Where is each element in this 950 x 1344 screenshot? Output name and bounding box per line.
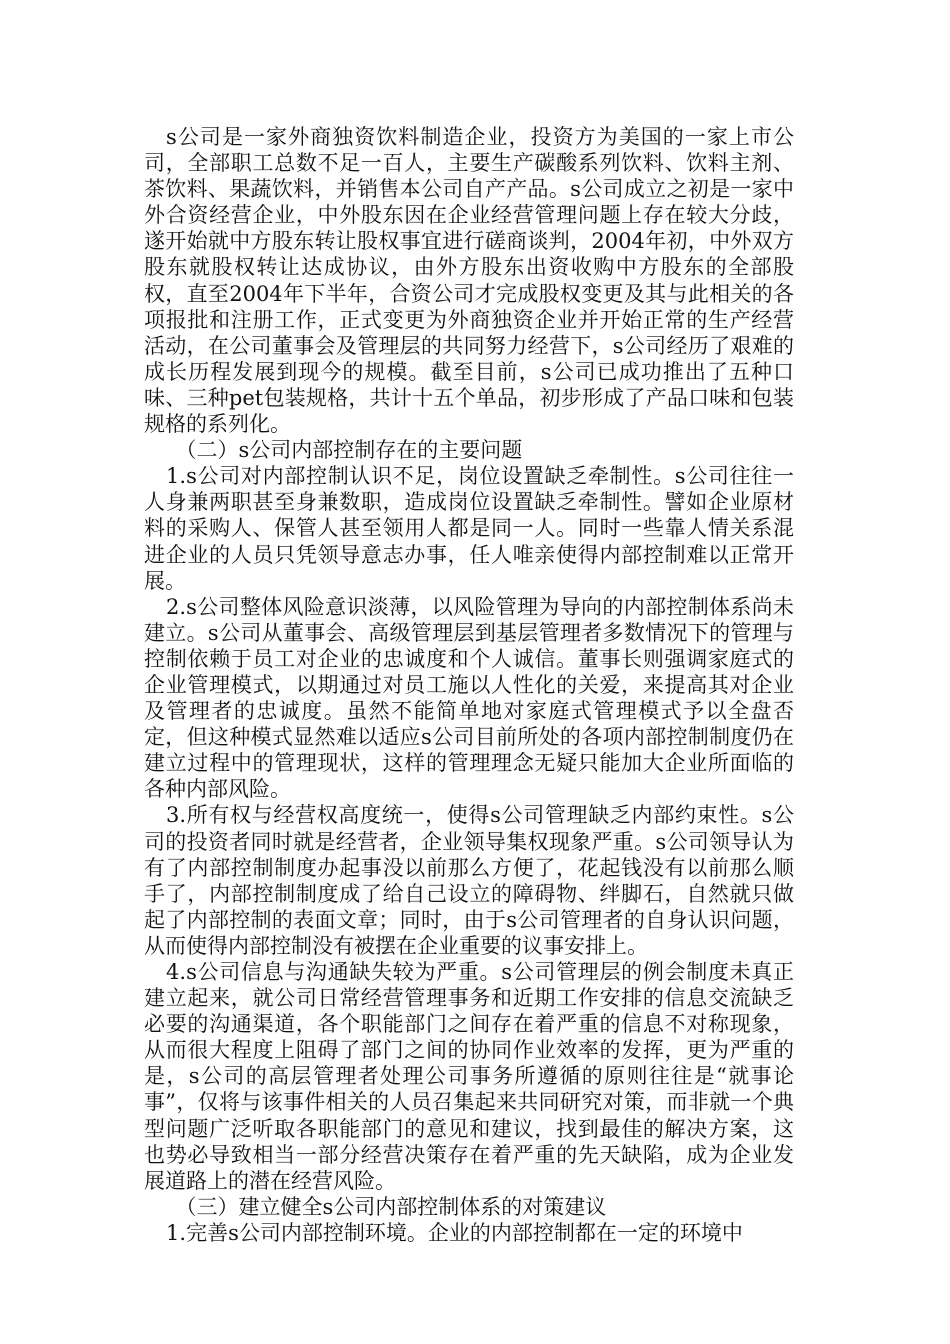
paragraph-problem-4: 4.s公司信息与沟通缺失较为严重。s公司管理层的例会制度未真正建立起来，就公司日常经营管理事务和近期工作安排的信息交流缺乏必要的沟通渠道，各个职能部门之间存在着严重的信息不对称现象，从而很大程度上阻碍了部门之间的协同作业效率的发挥，更为严重的是，s公司的高层管理者处理公司事务所遵循的原则往往是“就事论事”，仅将与该事件相关的人员召集起来共同研究对策，而非就一个典型问题广泛听取各职能部门的意见和建议，找到最佳的解决方案，这也势必导致相当一部分经营决策存在着严重的先天缺陷，成为企业发展道路上的潜在经营风险。 [144,960,794,1193]
document-body [144,124,794,1246]
paragraph-measure-1: 1.完善s公司内部控制环境。企业的内部控制都在一定的环境中 [166,1220,743,1245]
paragraph-problem-3: 3.所有权与经营权高度统一，使得s公司管理缺乏内部约束性。s公司的投资者同时就是经营者，企业领导集权现象严重。s公司领导认为有了内部控制制度办起事没以前那么方便了，花起钱没有以前那么顺手了，内部控制制度成了给自己设立的障碍物、绊脚石，自然就只做起了内部控制的表面文章；同时，由于s公司管理者的自身认识问题，从而使得内部控制没有被摆在企业重要的议事安排上。 [144,803,794,958]
section-heading-recommendations: （三）建立健全s公司内部控制体系的对策建议 [175,1194,607,1219]
paragraph-problem-2: 2.s公司整体风险意识淡薄，以风险管理为导向的内部控制体系尚未建立。s公司从董事会、高级管理层到基层管理者多数情况下的管理与控制依赖于员工对企业的忠诚度和个人诚信。董事长则强调家庭式的企业管理模式，以期通过对员工施以人性化的关爱，来提高其对企业及管理者的忠诚度。虽然不能简单地对家庭式管理模式予以全盘否定，但这种模式显然难以适应s公司目前所处的各项内部控制制度仍在建立过程中的管理现状，这样的管理理念无疑只能加大企业所面临的各种内部风险。 [144,594,794,802]
paragraph-company-intro: s公司是一家外商独资饮料制造企业，投资方为美国的一家上市公司，全部职工总数不足一百人，主要生产碳酸系列饮料、饮料主剂、茶饮料、果蔬饮料，并销售本公司自产产品。s公司成立之初是一家中外合资经营企业，中外股东因在企业经营管理问题上存在较大分歧，遂开始就中方股东转让股权事宜进行磋商谈判，2004年初，中外双方股东就股权转让达成协议，由外方股东出资收购中方股东的全部股权，直至2004年下半年，合资公司才完成股权变更及其与此相关的各项报批和注册工作，正式变更为外商独资企业并开始正常的生产经营活动，在公司董事会及管理层的共同努力经营下，s公司经历了艰难的成长历程发展到现今的规模。截至目前，s公司已成功推出了五种口味、三种pet包装规格，共计十五个单品，初步形成了产品口味和包装规格的系列化。 [144,125,794,437]
section-heading-main-problems: （二）s公司内部控制存在的主要问题 [175,438,523,463]
paragraph-problem-1: 1.s公司对内部控制认识不足，岗位设置缺乏牵制性。s公司往往一人身兼两职甚至身兼数职，造成岗位设置缺乏牵制性。譬如企业原材料的采购人、保管人甚至领用人都是同一人。同时一些靠人情关系混进企业的人员只凭领导意志办事，任人唯亲使得内部控制难以正常开展。 [144,464,794,593]
